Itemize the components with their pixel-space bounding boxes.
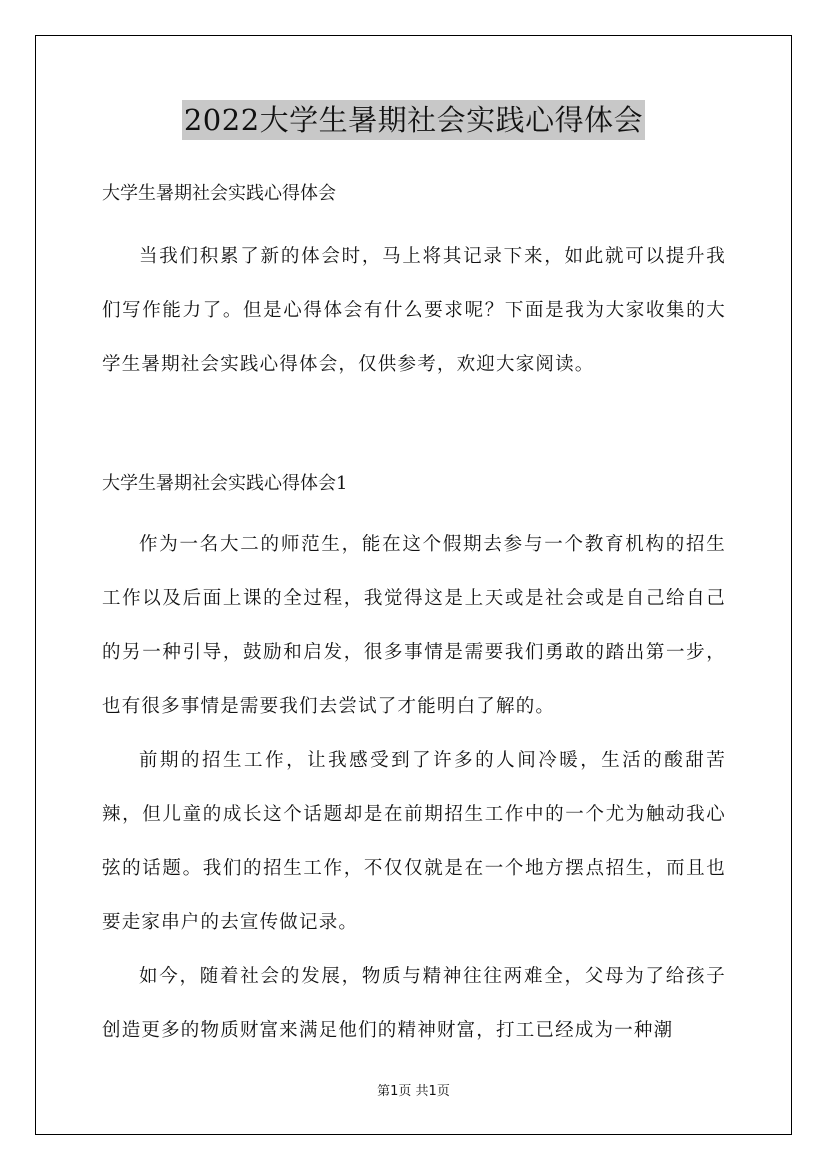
intro-paragraph: 当我们积累了新的体会时，马上将其记录下来，如此就可以提升我们写作能力了。但是心得体会有什么要求呢？下面是我为大家收集的大学生暑期社会实践心得体会，仅供参考，欢迎大家阅读。: [102, 246, 726, 375]
page-footer: [0, 1083, 827, 1101]
page-number: 第1页 共1页: [377, 1084, 450, 1099]
section-body: [102, 518, 726, 1058]
section-heading: 大学生暑期社会实践心得体会1: [102, 473, 348, 494]
body-paragraph: 作为一名大二的师范生，能在这个假期去参与一个教育机构的招生工作以及后面上课的全过程，我觉得这是上天或是社会或是自己给自己的另一种引导，鼓励和启发，很多事情是需要我们勇敢的踏出第一步，也有很多事情是需要我们去尝试了才能明白了解的。: [102, 534, 726, 717]
document-title: 2022大学生暑期社会实践心得体会: [182, 100, 645, 140]
title-container: [0, 100, 827, 140]
body-paragraph: 如今，随着社会的发展，物质与精神往往两难全，父母为了给孩子创造更多的物质财富来满足他们的精神财富，打工已经成为一种潮: [102, 966, 726, 1041]
document-body: [102, 176, 726, 1058]
intro-heading: 大学生暑期社会实践心得体会: [102, 183, 336, 204]
body-paragraph: 前期的招生工作，让我感受到了许多的人间冷暖，生活的酸甜苦辣，但儿童的成长这个话题却是在前期招生工作中的一个尤为触动我心弦的话题。我们的招生工作，不仅仅就是在一个地方摆点招生，而且也要走家串户的去宣传做记录。: [102, 750, 726, 933]
intro-block: [102, 230, 726, 392]
